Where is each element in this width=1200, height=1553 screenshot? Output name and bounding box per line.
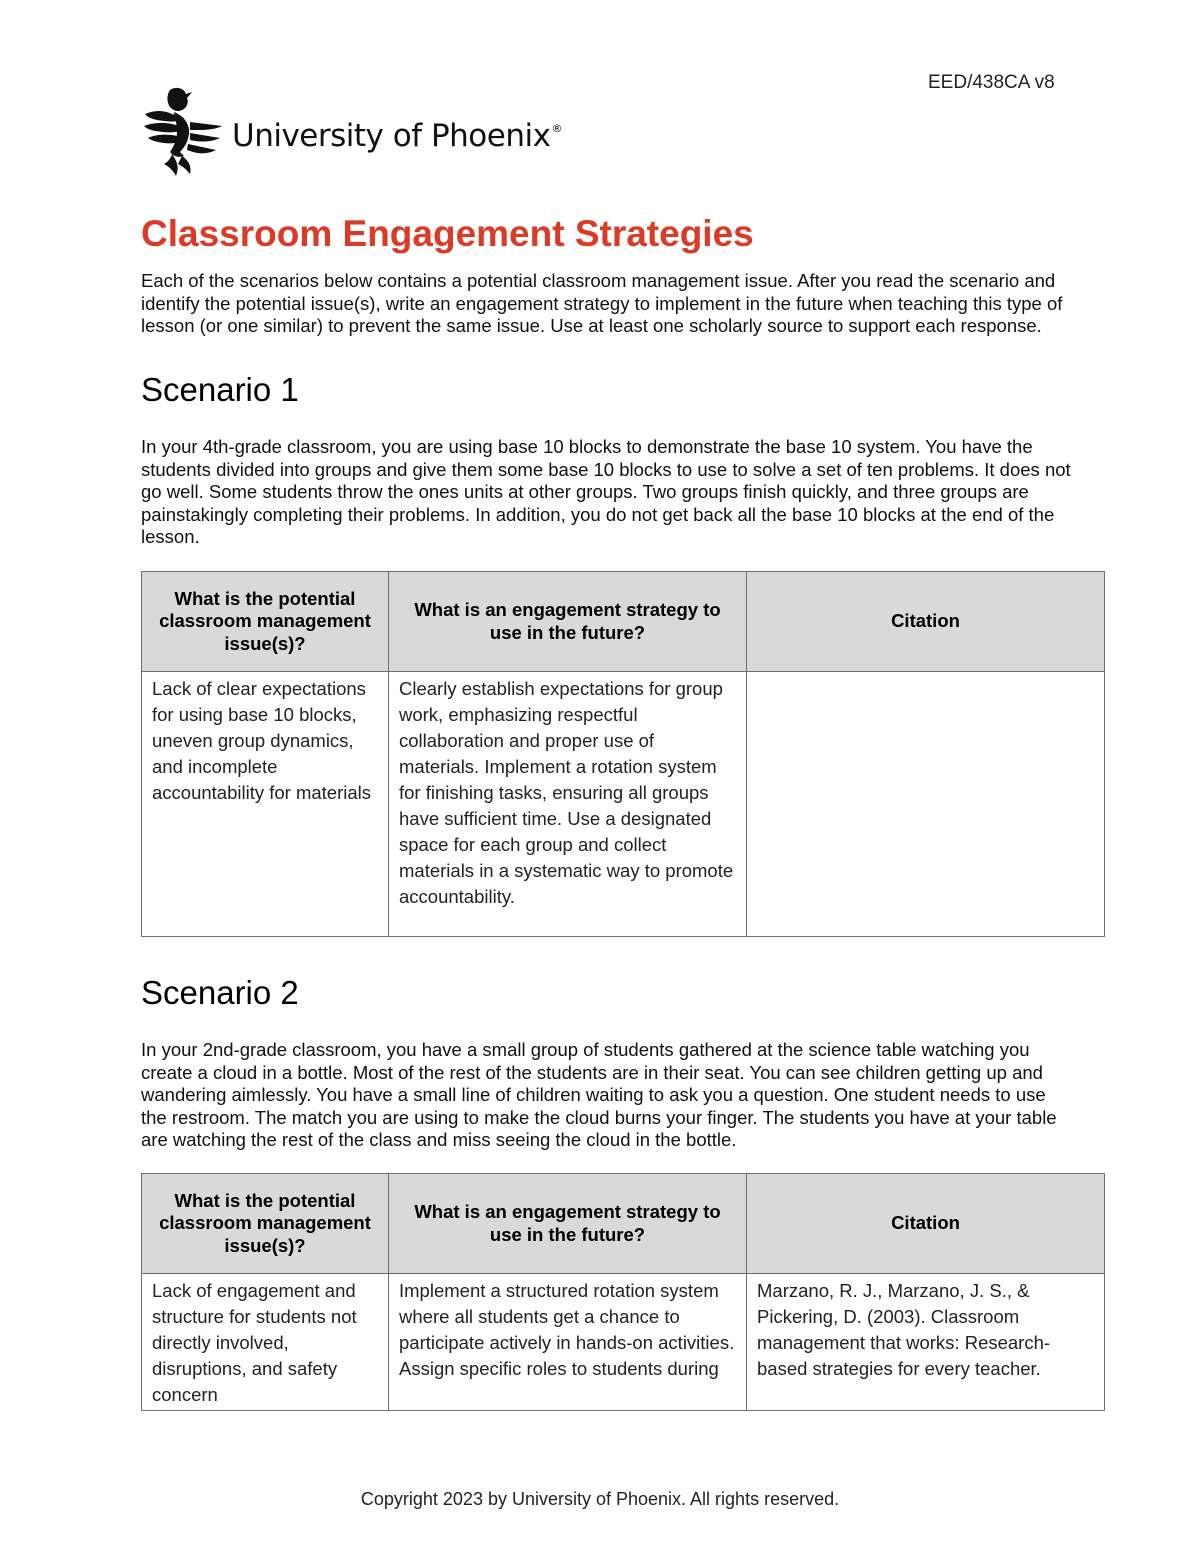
citation-cell-text: Marzano, R. J., Marzano, J. S., & Pickering, D. (2003). Classroom management that works: Research-based strategies for every teacher. <box>757 1280 1051 1379</box>
citation-cell[interactable] <box>747 672 1105 937</box>
citation-cell[interactable] <box>747 1274 1105 1411</box>
table-row <box>142 672 1105 937</box>
copyright-footer: Copyright 2023 by University of Phoenix. All rights reserved. <box>360 1489 840 1509</box>
strategy-column-header: What is an engagement strategy to use in the future? <box>389 572 747 672</box>
logo-name: University of Phoenix <box>232 118 551 154</box>
intro-paragraph: Each of the scenarios below contains a potential classroom management issue. After you read the scenario and identify the potential issue(s), write an engagement strategy to implement in the future when teaching this type of lesson (or one similar) to prevent the same issue. Use at least one scholarly source to support each response. <box>141 270 1063 337</box>
scenario-1-heading: Scenario 1 <box>141 371 299 408</box>
table-row <box>142 1274 1105 1411</box>
document-code: EED/438CA v8 <box>928 72 1055 93</box>
strategy-cell-text: Implement a structured rotation system where all students get a chance to participate actively in hands-on activities. Assign specific roles to students during <box>399 1280 735 1379</box>
issue-column-header: What is the potential classroom management issue(s)? <box>142 572 389 672</box>
scenario-1-text: In your 4th-grade classroom, you are using base 10 blocks to demonstrate the base 10 system. You have the students divided into groups and give them some base 10 blocks to use to solve a set of ten problems. It does not go well. Some students throw the ones units at other groups. Two groups finish quickly, and three groups are painstakingly completing their problems. In addition, you do not get back all the base 10 blocks at the end of the lesson. <box>141 436 1071 548</box>
issue-cell[interactable]: Lack of clear expectations for using base 10 blocks, uneven group dynamics, and incomplete accountability for materials <box>142 672 389 937</box>
issue-column-header: What is the potential classroom management issue(s)? <box>142 1174 389 1274</box>
scenario-2-heading: Scenario 2 <box>141 974 299 1011</box>
strategy-cell[interactable] <box>389 1274 747 1411</box>
issue-cell-text: Lack of engagement and structure for students not directly involved, disruptions, and safety concern <box>152 1280 357 1405</box>
registered-mark: ® <box>551 122 562 135</box>
strategy-cell[interactable]: Clearly establish expectations for group work, emphasizing respectful collaboration and proper use of materials. Implement a rotation system for finishing tasks, ensuring all groups have sufficient time. Use a designated space for each group and collect materials in a systematic way to promote accountability. <box>389 672 747 937</box>
citation-column-header: Citation <box>747 572 1105 672</box>
strategy-column-header: What is an engagement strategy to use in the future? <box>389 1174 747 1274</box>
table-header-row <box>142 572 1105 672</box>
university-logo <box>140 84 562 178</box>
scenario-1-table <box>141 571 1105 937</box>
logo-wordmark <box>232 118 562 154</box>
scenario-2-text: In your 2nd-grade classroom, you have a small group of students gathered at the science table watching you create a cloud in a bottle. Most of the rest of the students are in their seat. You can see children getting up and wandering aimlessly. You have a small line of children waiting to ask you a question. One student needs to use the restroom. The match you are using to make the cloud burns your finger. The students you have at your table are watching the rest of the class and miss seeing the cloud in the bottle. <box>141 1039 1057 1151</box>
issue-cell[interactable] <box>142 1274 389 1411</box>
scenario-2-table <box>141 1173 1105 1411</box>
page-title: Classroom Engagement Strategies <box>141 213 754 254</box>
citation-column-header: Citation <box>747 1174 1105 1274</box>
table-header-row <box>142 1174 1105 1274</box>
phoenix-bird-icon <box>140 84 224 178</box>
